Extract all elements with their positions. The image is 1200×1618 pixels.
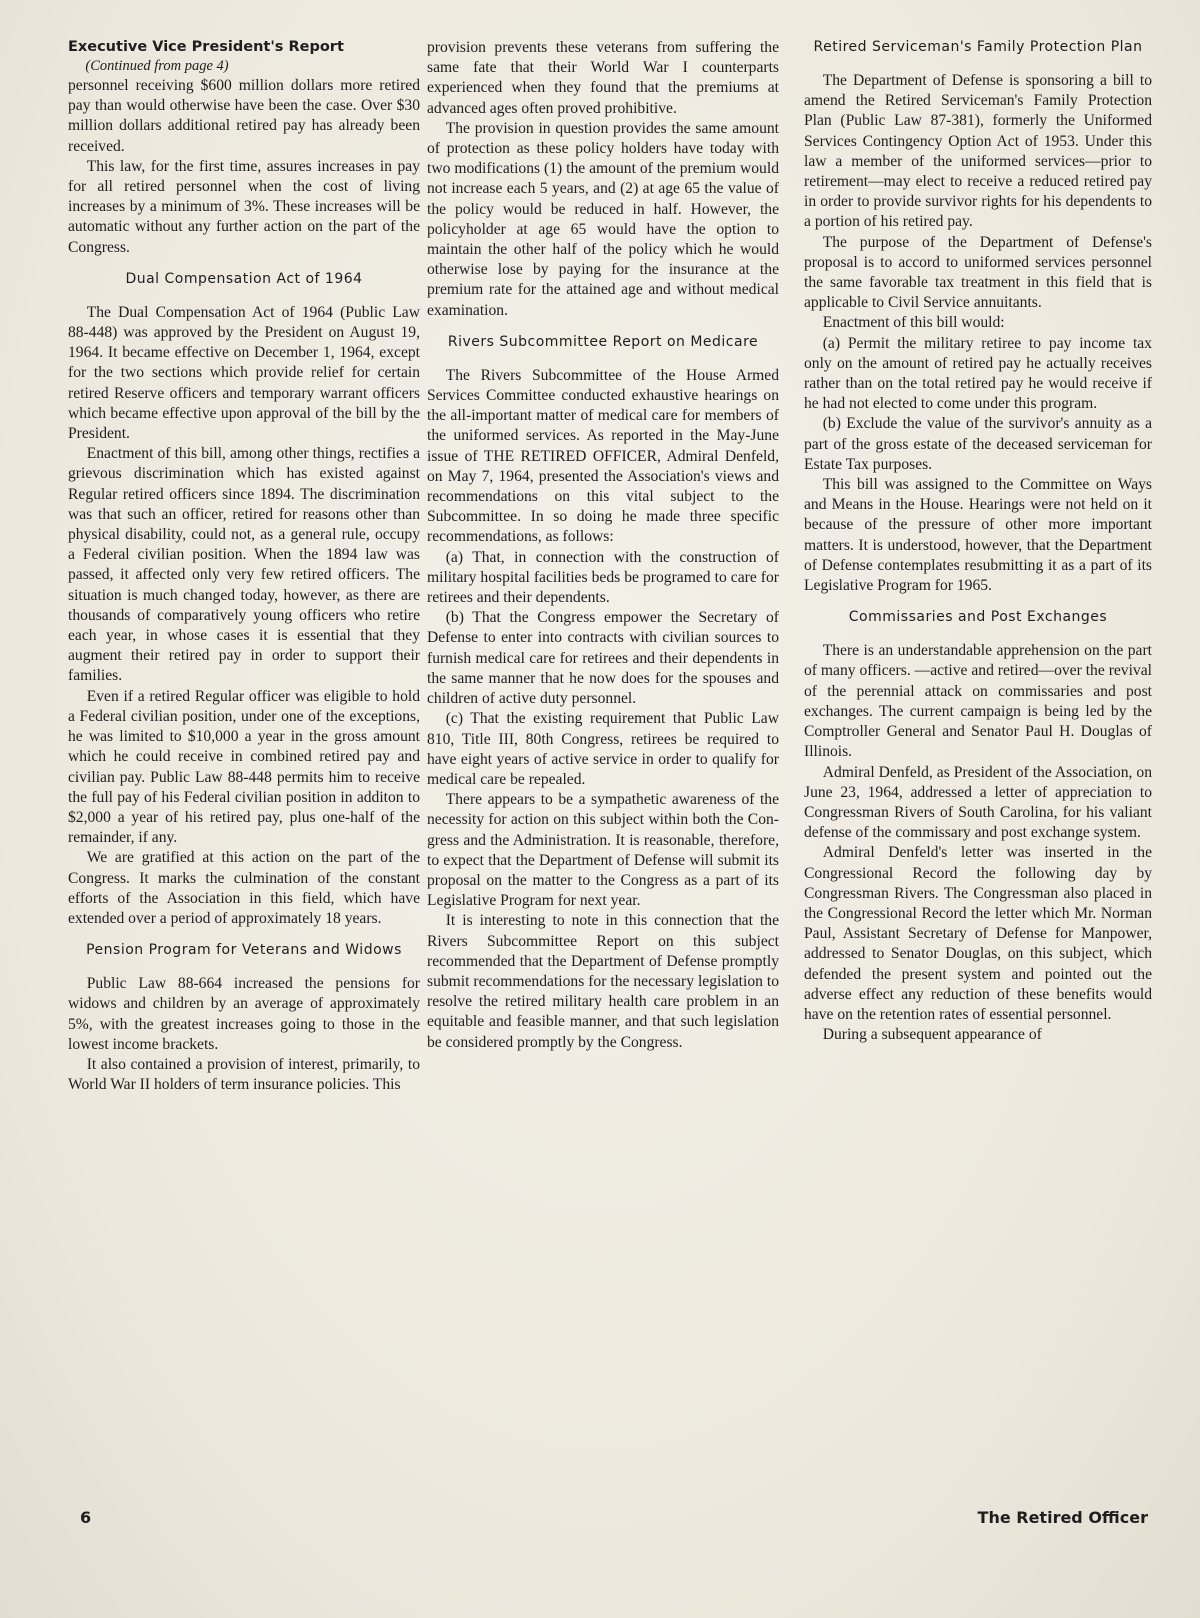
section-heading-executive-report: Executive Vice President's Report xyxy=(68,39,344,55)
paragraph: Enactment of this bill, among other things, rectifies a grievous discrimination which has existed against Regular retired officers since 1894. The discrimination was that such an officer, retired for reasons other than physical disability, could not, as a general rule, occupy a Federal civilian position. When the 1894 law was passed, it affected only very few retired officers. The situation is much changed today, however, as there are thousands of comparatively young officers who retire each year, in whose cases it is essential that they augment their retired pay in order to support their families. xyxy=(68,445,420,685)
paragraph: Even if a retired Regular officer was eligible to hold a Federal civilian position, under one of the exceptions, he was limited to $10,000 a year in the gross amount which he could receive in combined retired pay and civilian pay. Public Law 88-448 permits him to receive the full pay of his Federal civilian position in additon to $2,000 a year of his retired pay, plus one-half of the remainder, if any. xyxy=(68,687,420,847)
paragraph: There appears to be a sympathetic awareness of the necessity for action on this subject within both the Congress and the Administration. It is reasonable, therefore, to expect that the Department of Defense will submit its proposal on the matter to the Congress as a part of its Legislative Program for next year. xyxy=(427,791,779,910)
paragraph: (a) Permit the military retiree to pay income tax only on the amount of retired pay he actually receives rather than on the total retired pay he would receive if he had not elected to come under this program. xyxy=(804,334,1152,413)
section-heading-rivers-subcommittee: Rivers Subcommittee Report on Medicare xyxy=(447,333,759,350)
section-heading-dual-compensation: Dual Compensation Act of 1964 xyxy=(125,270,363,287)
paragraph: provision prevents these veterans from suffering the same fate that their World War I counterparts experienced when they found that the premiums at advanced ages often proved prohibitive. xyxy=(427,39,779,117)
paragraph: Admiral Denfeld, as President of the Association, on June 23, 1964, addressed a letter of appreciation to Congressman Rivers of South Carolina, for his valiant defense of the commissary and post exchange system. xyxy=(804,763,1152,842)
paragraph: It also contained a provision of interest, primarily, to World War II holders of term insurance policies. This xyxy=(68,1055,420,1094)
paragraph: Enactment of this bill would: xyxy=(822,314,1005,332)
paragraph: (b) That the Congress empower the Secretary of Defense to enter into contracts with civilian sources to furnish medical care for retirees and their dependents in the same manner that he now does for the spouses and children of active duty personnel. xyxy=(427,609,779,708)
paragraph: The purpose of the Department of Defense's proposal is to accord to uniformed services personnel the same favorable tax treatment in this field that is applicable to Civil Service annuitants. xyxy=(804,233,1152,312)
paragraph: It is interesting to note in this connection that the Rivers Subcommittee Report on this subject recommended that the Department of Defense promptly submit recommendations for the necessary legislation to resolve the retired military health care problem in an equitable and feasible manner, and that such legislation be considered promptly by the Congress. xyxy=(427,912,779,1051)
paragraph: Admiral Denfeld's letter was inserted in the Congressional Record the following day by Congressman Rivers. The Congressman also placed in the Congressional Record the letter which Mr. Norman Paul, Assistant Secretary of Defense for Manpower, addressed to Senator Douglas, on this subject, which defended the present system and pointed out the adverse effect any reduction of these benefits would have on the retention rates of essential personnel. xyxy=(804,844,1152,1023)
paragraph: This law, for the first time, assures increases in pay for all retired personnel when the cost of living increases by a minimum of 3%. These increases will be automatic without any further action on the part of the Congress. xyxy=(68,157,420,256)
paragraph: (c) That the existing requirement that Public Law 810, Title III, 80th Congress, retirees be required to have eight years of active service in order to qualify for medical care be repealed. xyxy=(427,710,779,788)
paragraph: (a) That, in connection with the construction of military hospital facilities beds be programed to care for retirees and their dependents. xyxy=(427,548,779,607)
section-heading-pension-program: Pension Program for Veterans and Widows xyxy=(86,942,402,959)
publication-title: The Retired Officer xyxy=(977,1508,1148,1527)
paragraph: The provision in question provides the same amount of protection as these policy holders have today with two modifications (1) the amount of the premium would not increase each 5 years, and (2) at age 65 the value of the policy would be reduced in half. However, the policyholder at age 65 would have the option to maintain the other half of the policy which he would otherwise lose by paying for the insurance at the premium rate for the attained age and without medical examination. xyxy=(427,119,779,319)
paragraph: The Rivers Subcommittee of the House Armed Services Committee conducted exhaustive hearings on the all-important matter of medical care for members of the uniformed services. As reported in the May-June issue of THE RETIRED OFFICER, Admiral Denfeld, on May 7, 1964, presented the Association's views and recommendations on this vital subject to the Subcommittee. In so doing he made three specific recommendations, as follows: xyxy=(427,366,779,546)
paragraph: We are gratified at this action on the part of the Congress. It marks the culmination of the constant efforts of the Association in this field, which have extended over a period of approximately 18 years. xyxy=(68,849,420,927)
paragraph: personnel receiving $600 million dollars more retired pay than would otherwise have been the case. Over $30 million dollars additional retired pay has already been received. xyxy=(68,77,420,155)
page-number: 6 xyxy=(80,1508,92,1527)
column-2 xyxy=(427,38,779,1053)
column-3 xyxy=(804,38,1152,1045)
paragraph: The Dual Compensation Act of 1964 (Public Law 88-448) was approved by the President on August 19, 1964. It became effective on December 1, 1964, except for the two sections which provide relief for certain retired Reserve officers and temporary warrant officers which became effective upon approval of the bill by the President. xyxy=(68,303,420,443)
continued-note: (Continued from page 4) xyxy=(85,58,229,74)
section-heading-family-protection: Retired Serviceman's Family Protection Plan xyxy=(813,39,1143,55)
paragraph: The Department of Defense is sponsoring a bill to amend the Retired Serviceman's Family Protection Plan (Public Law 87-381), formerly the Uniformed Services Contingency Option Act of 1953. Under this law a member of the uniformed services—prior to retirement—may elect to receive a reduced retired pay in order to provide survivor rights for his dependents to a portion of his retired pay. xyxy=(804,72,1152,231)
section-heading-commissaries: Commissaries and Post Exchanges xyxy=(848,609,1108,626)
paragraph: This bill was assigned to the Committee on Ways and Means in the House. Hearings were not held on it because of the pressure of other more important matters. It is understood, however, that the Department of Defense contemplates resubmitting it as a part of its Legislative Program for 1965. xyxy=(804,476,1152,595)
paragraph: Public Law 88-664 increased the pensions for widows and children by an average of approximately 5%, with the greatest increases going to those in the lowest income brackets. xyxy=(68,975,420,1053)
paragraph: During a subsequent appearance of xyxy=(822,1026,1042,1044)
paragraph: (b) Exclude the value of the survivor's annuity as a part of the gross estate of the deceased serviceman for Estate Tax purposes. xyxy=(804,415,1152,473)
paragraph: There is an understandable apprehension on the part of many officers. —active and retired—over the revival of the perennial attack on commissaries and post exchanges. The current campaign is being led by the Comptroller General and Senator Paul H. Douglas of Illinois. xyxy=(804,642,1152,761)
column-1 xyxy=(68,38,420,1095)
